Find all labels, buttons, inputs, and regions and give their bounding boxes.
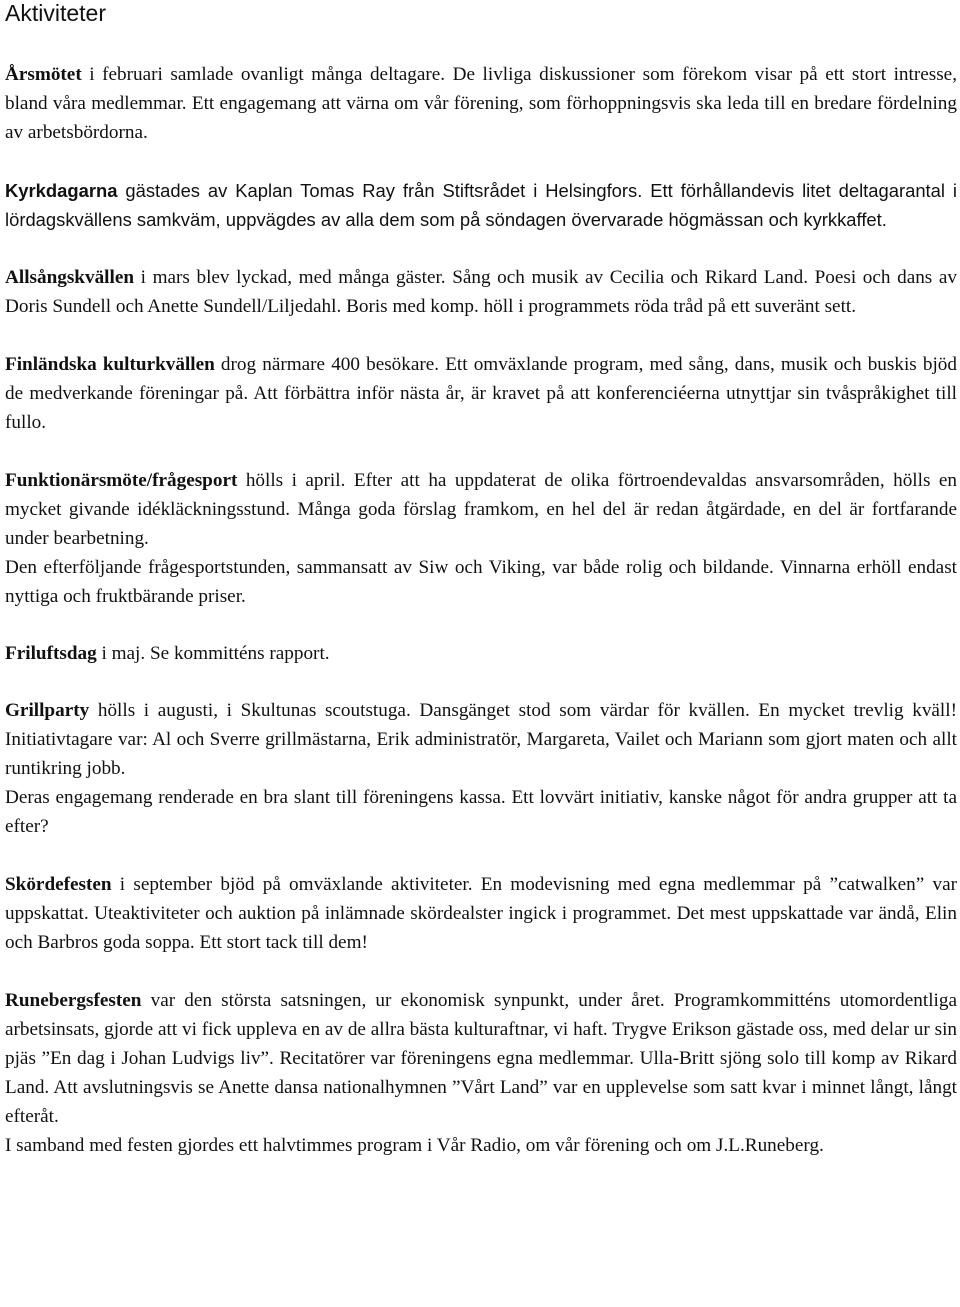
body-finlandska-kulturkvallen: drog närmare 400 besökare. Ett omväxlande program, med sång, dans, musik och buskis bjöd de medverkande föreningar på. Att förbättra inför nästa år, är kravet på att konferenciéerna utnyttjar sin tvåspråkighet till fullo. xyxy=(5,354,957,433)
heading-runebergsfesten: Runebergsfesten xyxy=(5,990,142,1011)
heading-allsangskvallen: Allsångskvällen xyxy=(5,267,135,288)
page-title: Aktiviteter xyxy=(5,0,106,26)
paragraph-arsmotet xyxy=(5,60,957,147)
body-grillparty: hölls i augusti, i Skultunas scoutstuga. Dansgänget stod som värdar för kvällen. En mycket trevlig kväll! Initiativtagare var: Al och Sverre grillmästarna, Erik administratör, Margareta, Vailet och Mariann som gjort maten och allt runtikring jobb. xyxy=(5,700,957,779)
document-page xyxy=(5,0,957,1160)
body-runebergsfesten: var den största satsningen, ur ekonomisk synpunkt, under året. Programkommitténs utomordentliga arbetsinsats, gjorde att vi fick uppleva en av de allra bästa kulturaftnar, vi haft. Trygve Erikson gästade oss, med delar ur sin pjäs ”En dag i Johan Ludvigs liv”. Recitatörer var föreningens egna medlemmar. Ulla-Britt sjöng solo till komp av Rikard Land. Att avslutningsvis se Anette dansa nationalhymnen ”Vårt Land” var en upplevelse som satt kvar i minnet långt, långt efteråt. xyxy=(5,990,957,1127)
paragraph-kyrkdagarna xyxy=(5,176,957,234)
paragraph-var-radio: I samband med festen gjordes ett halvtimmes program i Vår Radio, om vår förening och om J.L.Runeberg. xyxy=(5,1135,824,1156)
heading-arsmotet: Årsmötet xyxy=(5,64,82,85)
body-funktionarsmote: hölls i april. Efter att ha uppdaterat de olika förtroendevaldas ansvarsområden, hölls en mycket givande idékläckningsstund. Många goda förslag framkom, en hel del är redan åtgärdade, en del är fortfarande under bearbetning. xyxy=(5,470,957,549)
paragraph-skordefesten xyxy=(5,870,957,957)
heading-finlandska-kulturkvallen: Finländska kulturkvällen xyxy=(5,354,215,375)
paragraph-runebergsfesten xyxy=(5,986,957,1131)
heading-grillparty: Grillparty xyxy=(5,700,90,721)
paragraph-finlandska-kulturkvallen xyxy=(5,350,957,437)
paragraph-grillparty xyxy=(5,696,957,783)
heading-friluftsdag: Friluftsdag xyxy=(5,643,97,664)
paragraph-funktionarsmote xyxy=(5,466,957,553)
heading-skordefesten: Skördefesten xyxy=(5,874,112,895)
body-kyrkdagarna: gästades av Kaplan Tomas Ray från Stiftsrådet i Helsingfors. Ett förhållandevis litet deltagarantal i lördagskvällens samkväm, uppvägdes av alla dem som på söndagen övervarade högmässan och kyrkkaffet. xyxy=(5,180,957,230)
body-friluftsdag: i maj. Se kommitténs rapport. xyxy=(96,643,330,664)
heading-funktionarsmote: Funktionärsmöte/frågesport xyxy=(5,470,238,491)
body-arsmotet: i februari samlade ovanligt många deltagare. De livliga diskussioner som förekom visar på ett stort intresse, bland våra medlemmar. Ett engagemang att värna om vår förening, som förhoppningsvis ska leda till en bredare fördelning av arbetsbördorna. xyxy=(5,64,957,143)
body-skordefesten: i september bjöd på omväxlande aktiviteter. En modevisning med egna medlemmar på ”catwalken” var uppskattat. Uteaktiviteter och auktion på inlämnade skördealster ingick i programmet. Det mest uppskattade var ändå, Elin och Barbros goda soppa. Ett stort tack till dem! xyxy=(5,874,957,953)
heading-kyrkdagarna: Kyrkdagarna xyxy=(5,180,118,201)
paragraph-friluftsdag xyxy=(5,639,957,668)
paragraph-allsangskvallen xyxy=(5,263,957,321)
paragraph-fragesport: Den efterföljande frågesportstunden, sammansatt av Siw och Viking, var både rolig och bildande. Vinnarna erhöll endast nyttiga och fruktbärande priser. xyxy=(5,557,957,607)
body-allsangskvallen: i mars blev lyckad, med många gäster. Sång och musik av Cecilia och Rikard Land. Poesi och dans av Doris Sundell och Anette Sundell/Liljedahl. Boris med komp. höll i programmets röda tråd på ett suveränt sett. xyxy=(5,267,957,317)
paragraph-grillparty-extra: Deras engagemang renderade en bra slant till föreningens kassa. Ett lovvärt initiativ, kanske något för andra grupper att ta efter? xyxy=(5,787,957,837)
